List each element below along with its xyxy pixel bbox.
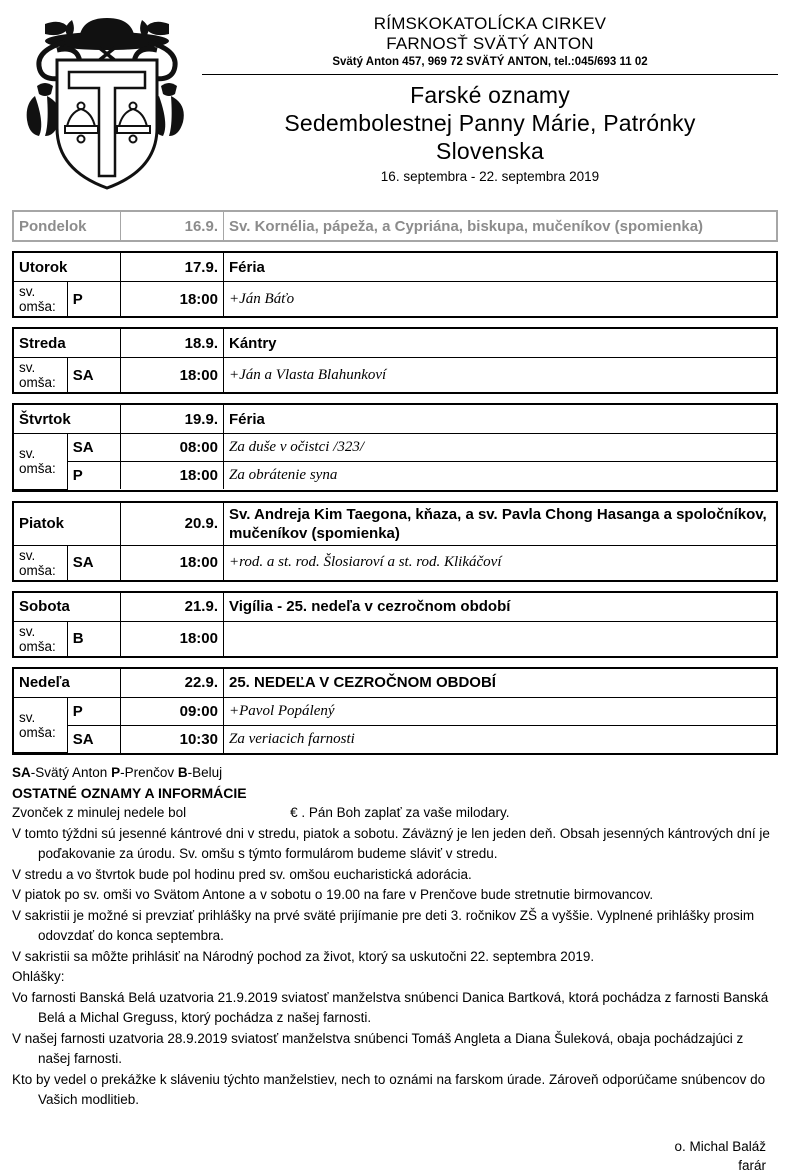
day-table — [14, 669, 776, 754]
day-feast: Vigília - 25. nedeľa v cezročnom období — [224, 593, 777, 622]
parish-coat-of-arms — [12, 0, 202, 198]
announcement-items — [12, 824, 778, 1111]
day-date: 18.9. — [121, 329, 224, 358]
mass-location-code: SA — [67, 725, 120, 753]
announcement-item: V stredu a vo štvrtok bude pol hodinu pred sv. omšou eucharistická adorácia. — [12, 866, 472, 882]
mass-time: 09:00 — [121, 697, 224, 725]
day-date: 19.9. — [121, 405, 224, 434]
day-name: Utorok — [14, 253, 121, 282]
mass-location-code: B — [67, 621, 120, 656]
day-feast: Kántry — [224, 329, 777, 358]
mass-row — [14, 434, 776, 462]
header-text-block — [202, 0, 778, 186]
mass-label: sv. omša: — [14, 545, 67, 580]
mass-intention: Za obrátenie syna — [224, 462, 777, 490]
header-divider — [202, 74, 778, 75]
mass-row — [14, 545, 776, 580]
day-header-row — [14, 405, 776, 434]
announcement-item: V tomto týždni sú jesenné kántrové dni v stredu, piatok a sobotu. Záväzný je len jeden deň. Obsah jesenných kántrových dní je poďakovanie za úrodu. Sv. omšu s týmto formulárom budeme sláviť v stredu. — [12, 825, 770, 861]
announcement-item: V sakristii je možné si prevziať prihlášky na prvé sväté prijímanie pre deti 3. ročnikov ZŠ a vyššie. Vyplnené prihlášky prosim odovzdať do konca septembra. — [12, 907, 755, 943]
mass-location-code: P — [67, 462, 120, 490]
day-date: 22.9. — [121, 669, 224, 698]
document-title-line-3: Slovenska — [436, 138, 544, 164]
mass-intention: +Ján a Vlasta Blahunkoví — [224, 358, 777, 393]
mass-label: sv. omša: — [14, 282, 67, 317]
mass-location-code: P — [67, 282, 120, 317]
day-block-sobota — [12, 591, 778, 658]
mass-intention: +Ján Báťo — [224, 282, 777, 317]
day-feast: Sv. Kornélia, pápeža, a Cypriána, biskupa, mučeníkov (spomienka) — [224, 212, 777, 240]
legend-code-b: B — [177, 765, 188, 780]
collection-text-after: € . Pán Boh zaplať za vaše milodary. — [290, 805, 510, 820]
mass-time: 18:00 — [121, 282, 224, 317]
mass-label: sv. omša: — [14, 697, 67, 753]
day-header-row — [14, 329, 776, 358]
day-date: 17.9. — [121, 253, 224, 282]
day-name: Sobota — [14, 593, 121, 622]
parish-address: Svätý Anton 457, 969 72 SVÄTÝ ANTON, tel.:045/693 11 02 — [332, 56, 648, 68]
day-feast: 25. NEDEĽA V CEZROČNOM OBDOBÍ — [224, 669, 777, 698]
day-table — [14, 212, 776, 240]
announcement-item: Ohlášky: — [12, 969, 65, 984]
day-table — [14, 593, 776, 656]
mass-row — [14, 462, 776, 490]
mass-time: 10:30 — [121, 725, 224, 753]
day-name: Nedeľa — [14, 669, 121, 698]
day-table — [14, 253, 776, 316]
collection-text-before: Zvonček z minulej nedele bol — [12, 805, 187, 820]
mass-label: sv. omša: — [14, 621, 67, 656]
announcement-item: V sakristii sa môžte prihlásiť na Národný pochod za život, ktorý sa uskutočni 22. septembra 2019. — [12, 948, 595, 964]
document-title-line-1: Farské oznamy — [410, 82, 570, 108]
mass-intention — [224, 621, 777, 656]
mass-time: 08:00 — [121, 434, 224, 462]
mass-label: sv. omša: — [14, 358, 67, 393]
day-header-row — [14, 593, 776, 622]
mass-time: 18:00 — [121, 358, 224, 393]
day-table — [14, 405, 776, 490]
day-name: Streda — [14, 329, 121, 358]
announcement-item: V piatok po sv. omši vo Svätom Antone a v sobotu o 19.00 na fare v Prenčove bude stretnutie birmovancov. — [12, 887, 654, 902]
announcement-collection — [12, 803, 778, 824]
organization-line-2: FARNOSŤ SVÄTÝ ANTON — [386, 34, 594, 53]
day-block-štvrtok — [12, 403, 778, 492]
mass-row — [14, 358, 776, 393]
mass-time: 18:00 — [121, 621, 224, 656]
day-block-streda — [12, 327, 778, 394]
day-date: 20.9. — [121, 503, 224, 546]
day-header-row — [14, 212, 776, 240]
day-block-piatok — [12, 501, 778, 582]
day-feast: Féria — [224, 405, 777, 434]
document-title-line-2: Sedembolestnej Panny Márie, Patrónky — [284, 110, 696, 136]
day-block-pondelok — [12, 210, 778, 242]
mass-location-code: SA — [67, 434, 120, 462]
mass-row — [14, 282, 776, 317]
mass-location-code: SA — [67, 545, 120, 580]
day-name: Piatok — [14, 503, 121, 546]
mass-row — [14, 697, 776, 725]
organization-line-1: RÍMSKOKATOLÍCKA CIRKEV — [373, 14, 607, 33]
mass-intention: +rod. a st. rod. Šlosiaroví a st. rod. Klikáčoví — [224, 545, 777, 580]
mass-intention: Za duše v očistci /323/ — [224, 434, 777, 462]
document-header — [12, 0, 778, 208]
announcements-list — [12, 803, 778, 1111]
day-feast: Féria — [224, 253, 777, 282]
location-code-legend — [12, 764, 778, 782]
legend-code-sa: SA — [12, 765, 31, 780]
announcement-item: Vo farnosti Banská Belá uzatvoria 21.9.2019 sviatosť manželstva snúbenci Danica Bartková, ktorá pochádza z farnosti Banská Belá a Michal Greguss, ktorý pochádza z našej farnosti. — [12, 989, 769, 1025]
mass-intention: Za veriacich farnosti — [224, 725, 777, 753]
day-block-utorok — [12, 251, 778, 318]
day-name: Pondelok — [14, 212, 121, 240]
mass-time: 18:00 — [121, 462, 224, 490]
day-feast: Sv. Andreja Kim Taegona, kňaza, a sv. Pavla Chong Hasanga a spoločníkov, mučeníkov (spomienka) — [224, 503, 777, 546]
mass-location-code: SA — [67, 358, 120, 393]
day-name: Štvrtok — [14, 405, 121, 434]
legend-code-p: P — [111, 765, 121, 780]
mass-intention: +Pavol Popálený — [224, 697, 777, 725]
mass-label: sv. omša: — [14, 434, 67, 490]
announcement-item: V našej farnosti uzatvoria 28.9.2019 sviatosť manželstva snúbenci Tomáš Angleta a Diana Šuleková, obaja pochádzajúci z našej farnosti. — [12, 1030, 744, 1066]
mass-row — [14, 621, 776, 656]
day-block-nedeľa — [12, 667, 778, 756]
day-table — [14, 329, 776, 392]
legend-text-p: -Prenčov — [120, 765, 178, 780]
announcement-item: Kto by vedel o prekážke k sláveniu týchto manželstiev, nech to oznámi na farskom úrade. Zároveň odporúčame snúbencov do Vašich modlitieb. — [12, 1071, 766, 1107]
signature-block — [12, 1137, 778, 1175]
mass-row — [14, 725, 776, 753]
day-table — [14, 503, 776, 580]
date-range: 16. septembra - 22. septembra 2019 — [380, 169, 600, 184]
day-date: 21.9. — [121, 593, 224, 622]
day-header-row — [14, 253, 776, 282]
legend-text-sa: -Svätý Anton — [30, 765, 112, 780]
day-header-row — [14, 503, 776, 546]
day-date: 16.9. — [121, 212, 224, 240]
day-header-row — [14, 669, 776, 698]
announcements-heading: OSTATNÉ OZNAMY A INFORMÁCIE — [12, 785, 247, 801]
signature-role: farár — [738, 1157, 766, 1173]
mass-location-code: P — [67, 697, 120, 725]
mass-time: 18:00 — [121, 545, 224, 580]
weekly-mass-schedule — [12, 210, 778, 755]
signature-name: o. Michal Baláž — [674, 1138, 766, 1154]
legend-text-b: -Beluj — [187, 765, 223, 780]
coat-of-arms-icon — [17, 8, 197, 198]
